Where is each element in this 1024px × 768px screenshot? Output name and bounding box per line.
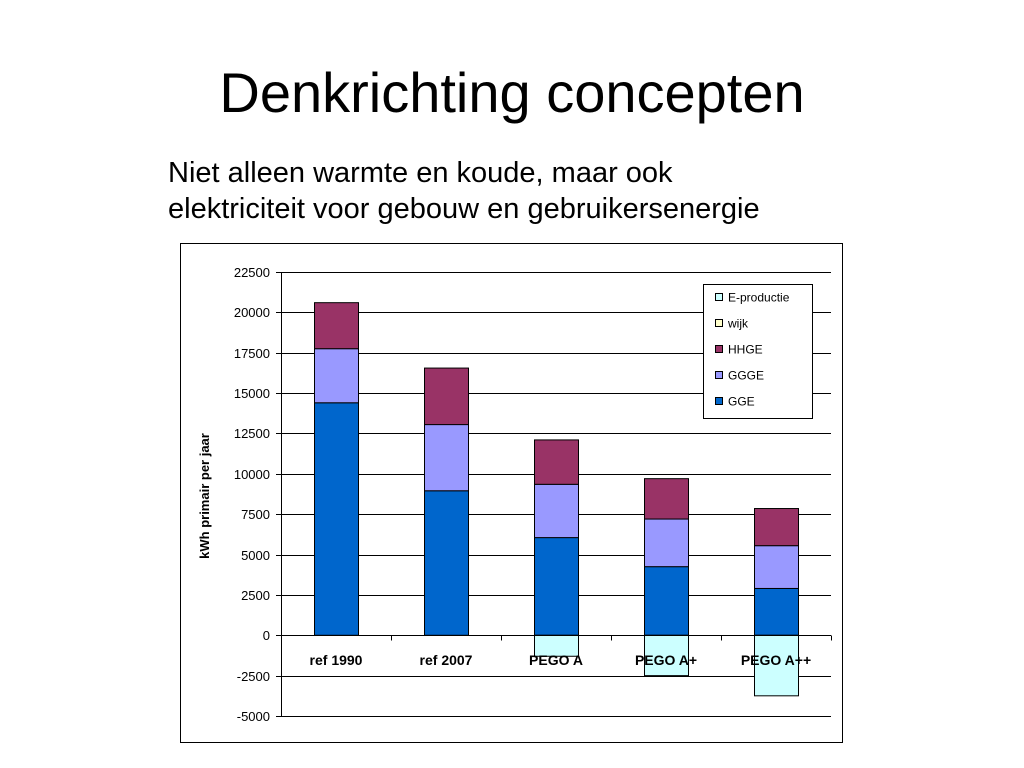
y-tick-label: 5000 [241, 548, 270, 563]
y-tick-label: 7500 [241, 507, 270, 522]
bar-gge-pego-a [645, 567, 689, 636]
y-tick-label: 0 [262, 628, 270, 643]
y-tick-label: 22500 [233, 265, 270, 280]
legend-swatch-hhge [716, 346, 723, 353]
bar-ggge-ref-1990 [315, 349, 359, 403]
y-tick-label: -5000 [236, 709, 270, 724]
x-tick-label: PEGO A+ [634, 652, 698, 668]
slide-title: Denkrichting concepten [219, 61, 805, 124]
bar-hhge-ref-2007 [425, 368, 469, 425]
legend-label-ggge: GGGE [728, 368, 765, 383]
bar-gge-ref-1990 [315, 403, 359, 635]
bar-ggge-pego-a [535, 484, 579, 537]
legend-label-e-productie: E-productie [728, 290, 790, 305]
y-axis-title: kWh primair per jaar [197, 433, 212, 559]
legend-swatch-wijk [716, 320, 723, 327]
bar-gge-pego-a [755, 588, 799, 635]
x-tick-label: ref 1990 [309, 652, 363, 668]
bar-gge-ref-2007 [425, 491, 469, 636]
bar-ggge-pego-a [645, 519, 689, 567]
subtitle-line-1: Niet alleen warmte en koude, maar ook [168, 157, 673, 189]
bar-gge-pego-a [535, 538, 579, 636]
y-tick-label: 15000 [233, 386, 270, 401]
legend [704, 285, 813, 419]
legend-swatch-ggge [716, 372, 723, 379]
y-tick-label: 17500 [233, 346, 270, 361]
bar-ggge-ref-2007 [425, 425, 469, 491]
y-tick-label: 20000 [233, 305, 270, 320]
bar-ggge-pego-a [755, 546, 799, 589]
bar-hhge-pego-a [535, 440, 579, 484]
legend-label-hhge: HHGE [728, 342, 763, 357]
y-tick-label: -2500 [236, 669, 270, 684]
subtitle-line-2: elektriciteit voor gebouw en gebruikersenergie [168, 193, 760, 225]
y-tick-label: 10000 [233, 467, 270, 482]
legend-swatch-gge [716, 398, 723, 405]
x-tick-label: ref 2007 [419, 652, 473, 668]
y-tick-label: 2500 [241, 588, 270, 603]
x-tick-label: PEGO A++ [740, 652, 812, 668]
bar-hhge-pego-a [755, 509, 799, 546]
legend-swatch-e-productie [716, 294, 723, 301]
y-tick-label: 12500 [233, 426, 270, 441]
legend-label-wijk: wijk [728, 316, 748, 331]
legend-label-gge: GGE [728, 394, 755, 409]
x-tick-label: PEGO A [529, 652, 583, 668]
bar-hhge-ref-1990 [315, 303, 359, 349]
bar-hhge-pego-a [645, 479, 689, 519]
